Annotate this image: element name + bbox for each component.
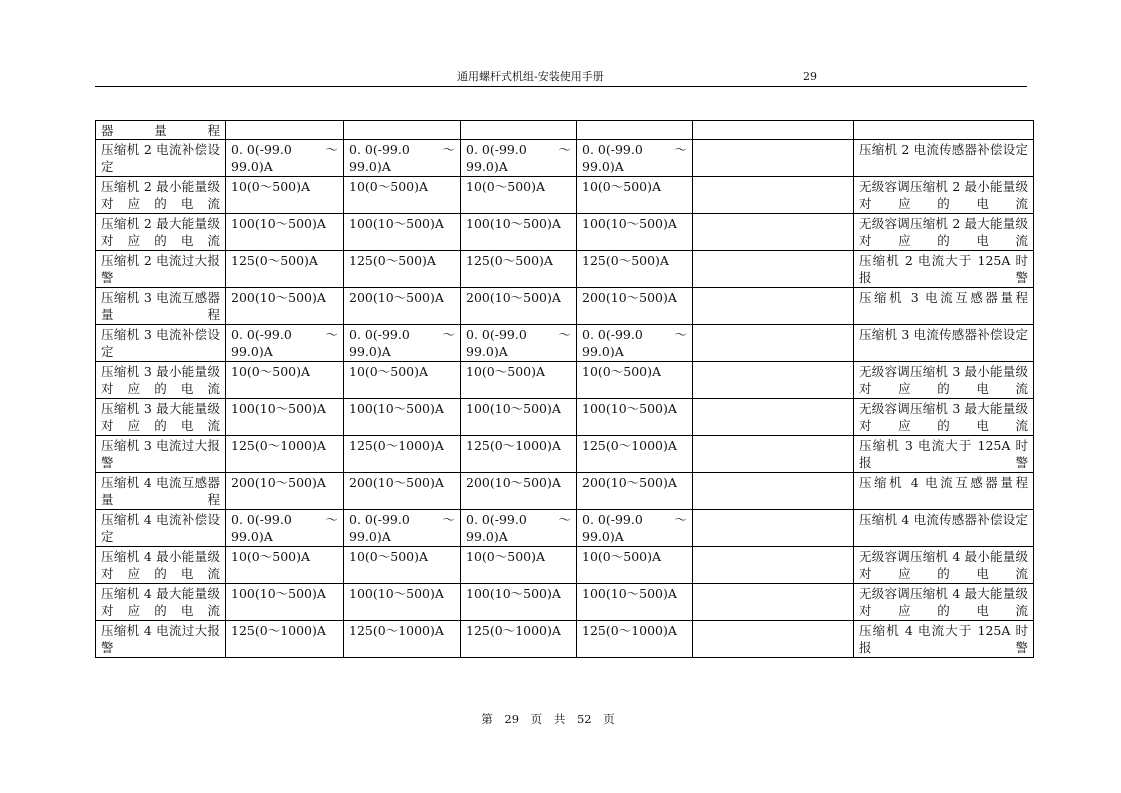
page-footer xyxy=(0,711,1096,727)
value-cell: 10(0～500)A xyxy=(461,177,577,214)
parameter-name-cell: 压缩机 4 最小能量级对应的电流 xyxy=(96,547,226,584)
range-line-1 xyxy=(231,326,338,343)
range-tilde: ～ xyxy=(558,512,571,527)
range-line-1 xyxy=(231,141,338,158)
parameter-name-cell: 压缩机 3 电流补偿设定 xyxy=(96,325,226,362)
range-line-2: 99.0)A xyxy=(466,529,508,544)
range-tilde: ～ xyxy=(442,512,455,527)
empty-cell xyxy=(693,362,854,399)
value-cell: 200(10～500)A xyxy=(344,473,461,510)
range-line-2: 99.0)A xyxy=(466,344,508,359)
remark-cell: 无级容调压缩机 2 最大能量级对应的电流 xyxy=(854,214,1034,251)
range-default: 0. 0(-99.0 xyxy=(349,512,410,527)
empty-cell xyxy=(693,547,854,584)
remark-cell: 无级容调压缩机 2 最小能量级对应的电流 xyxy=(854,177,1034,214)
value-cell: 125(0～500)A xyxy=(226,251,344,288)
value-cell: 200(10～500)A xyxy=(344,288,461,325)
value-cell xyxy=(226,510,344,547)
value-cell: 125(0～1000)A xyxy=(461,436,577,473)
range-line-1 xyxy=(466,511,571,528)
range-line-2: 99.0)A xyxy=(349,529,391,544)
remark-cell: 压缩机 2 电流大于 125A 时报警 xyxy=(854,251,1034,288)
value-cell: 100(10～500)A xyxy=(226,399,344,436)
range-default: 0. 0(-99.0 xyxy=(349,327,410,342)
value-cell: 125(0～1000)A xyxy=(344,436,461,473)
value-cell: 125(0～1000)A xyxy=(226,621,344,658)
table-row xyxy=(96,399,1034,436)
remark-cell: 压缩机 4 电流大于 125A 时报警 xyxy=(854,621,1034,658)
parameter-name-cell: 压缩机 3 电流互感器量程 xyxy=(96,288,226,325)
range-default: 0. 0(-99.0 xyxy=(349,142,410,157)
empty-cell xyxy=(693,510,854,547)
footer-prefix: 第 xyxy=(481,712,493,726)
table-row xyxy=(96,121,1034,140)
empty-cell xyxy=(693,214,854,251)
parameter-name-cell: 压缩机 2 最大能量级对应的电流 xyxy=(96,214,226,251)
range-default: 0. 0(-99.0 xyxy=(466,142,527,157)
parameter-name-cell: 压缩机 4 最大能量级对应的电流 xyxy=(96,584,226,621)
value-cell: 100(10～500)A xyxy=(577,584,693,621)
value-cell: 125(0～1000)A xyxy=(577,621,693,658)
range-default: 0. 0(-99.0 xyxy=(582,142,643,157)
range-line-2: 99.0)A xyxy=(582,159,624,174)
range-line-1 xyxy=(582,511,687,528)
value-cell: 100(10～500)A xyxy=(226,584,344,621)
value-cell: 100(10～500)A xyxy=(577,399,693,436)
value-cell: 200(10～500)A xyxy=(461,288,577,325)
parameter-table-body xyxy=(96,121,1034,658)
remark-cell: 压缩机 3 电流传感器补偿设定 xyxy=(854,325,1034,362)
remark-cell: 压缩机 3 电流互感器量程 xyxy=(854,288,1034,325)
value-cell: 125(0～1000)A xyxy=(344,621,461,658)
footer-total-pages: 52 xyxy=(576,712,592,726)
value-cell: 10(0～500)A xyxy=(226,547,344,584)
value-cell xyxy=(577,121,693,140)
value-cell: 100(10～500)A xyxy=(461,399,577,436)
table-row xyxy=(96,177,1034,214)
value-cell xyxy=(226,121,344,140)
range-default: 0. 0(-99.0 xyxy=(466,512,527,527)
range-line-2: 99.0)A xyxy=(349,344,391,359)
value-cell: 125(0～1000)A xyxy=(226,436,344,473)
range-default: 0. 0(-99.0 xyxy=(582,512,643,527)
range-tilde: ～ xyxy=(442,142,455,157)
range-line-1 xyxy=(349,141,455,158)
header-title: 通用螺杆式机组-安装使用手册 xyxy=(457,70,604,83)
value-cell: 200(10～500)A xyxy=(226,288,344,325)
range-line-2: 99.0)A xyxy=(582,344,624,359)
value-cell: 125(0～1000)A xyxy=(577,436,693,473)
value-cell: 10(0～500)A xyxy=(344,177,461,214)
parameter-name-cell: 压缩机 4 电流互感器量程 xyxy=(96,473,226,510)
value-cell: 10(0～500)A xyxy=(226,362,344,399)
value-cell: 10(0～500)A xyxy=(577,547,693,584)
range-line-1 xyxy=(466,141,571,158)
footer-page-label: 页 xyxy=(530,712,543,726)
empty-cell xyxy=(693,473,854,510)
value-cell xyxy=(461,140,577,177)
parameter-name-cell: 压缩机 3 电流过大报警 xyxy=(96,436,226,473)
empty-cell xyxy=(693,288,854,325)
range-line-2: 99.0)A xyxy=(231,529,273,544)
range-default: 0. 0(-99.0 xyxy=(231,142,292,157)
value-cell: 100(10～500)A xyxy=(577,214,693,251)
empty-cell xyxy=(693,177,854,214)
parameter-table xyxy=(95,120,1034,658)
page-header xyxy=(95,68,1027,87)
value-cell: 10(0～500)A xyxy=(577,362,693,399)
remark-cell: 压缩机 4 电流传感器补偿设定 xyxy=(854,510,1034,547)
value-cell: 10(0～500)A xyxy=(461,547,577,584)
table-row xyxy=(96,251,1034,288)
table-row xyxy=(96,510,1034,547)
range-line-1 xyxy=(582,326,687,343)
remark-cell: 无级容调压缩机 3 最小能量级对应的电流 xyxy=(854,362,1034,399)
table-row xyxy=(96,362,1034,399)
range-line-2: 99.0)A xyxy=(349,159,391,174)
footer-total-label: 共 xyxy=(553,712,566,726)
parameter-name-cell: 压缩机 2 电流补偿设定 xyxy=(96,140,226,177)
value-cell: 100(10～500)A xyxy=(344,584,461,621)
range-line-1 xyxy=(349,326,455,343)
range-tilde: ～ xyxy=(558,142,571,157)
value-cell xyxy=(577,140,693,177)
table-row xyxy=(96,288,1034,325)
empty-cell xyxy=(693,621,854,658)
empty-cell xyxy=(693,584,854,621)
table-row xyxy=(96,214,1034,251)
empty-cell xyxy=(693,436,854,473)
range-line-2: 99.0)A xyxy=(466,159,508,174)
table-row xyxy=(96,325,1034,362)
value-cell xyxy=(344,325,461,362)
range-line-2: 99.0)A xyxy=(231,344,273,359)
empty-cell xyxy=(693,399,854,436)
value-cell: 200(10～500)A xyxy=(461,473,577,510)
table-row xyxy=(96,547,1034,584)
table-row xyxy=(96,473,1034,510)
parameter-name-cell: 压缩机 2 电流过大报警 xyxy=(96,251,226,288)
parameter-name-cell: 压缩机 4 电流过大报警 xyxy=(96,621,226,658)
value-cell: 10(0～500)A xyxy=(226,177,344,214)
value-cell xyxy=(226,325,344,362)
range-tilde: ～ xyxy=(325,512,338,527)
range-default: 0. 0(-99.0 xyxy=(231,327,292,342)
value-cell: 125(0～500)A xyxy=(461,251,577,288)
range-tilde: ～ xyxy=(442,327,455,342)
range-line-1 xyxy=(349,511,455,528)
range-default: 0. 0(-99.0 xyxy=(231,512,292,527)
parameter-name-cell: 压缩机 3 最小能量级对应的电流 xyxy=(96,362,226,399)
parameter-name-cell: 压缩机 3 最大能量级对应的电流 xyxy=(96,399,226,436)
range-tilde: ～ xyxy=(674,327,687,342)
parameter-name-cell: 压缩机 4 电流补偿设定 xyxy=(96,510,226,547)
value-cell: 125(0～500)A xyxy=(344,251,461,288)
table-row xyxy=(96,584,1034,621)
value-cell: 200(10～500)A xyxy=(577,288,693,325)
value-cell xyxy=(577,510,693,547)
value-cell: 100(10～500)A xyxy=(344,214,461,251)
parameter-name-cell: 压缩机 2 最小能量级对应的电流 xyxy=(96,177,226,214)
value-cell: 10(0～500)A xyxy=(344,362,461,399)
range-tilde: ～ xyxy=(558,327,571,342)
value-cell: 100(10～500)A xyxy=(461,214,577,251)
value-cell xyxy=(344,510,461,547)
empty-cell xyxy=(693,121,854,140)
remark-cell xyxy=(854,121,1034,140)
value-cell xyxy=(461,325,577,362)
table-row xyxy=(96,140,1034,177)
remark-cell: 压缩机 2 电流传感器补偿设定 xyxy=(854,140,1034,177)
range-tilde: ～ xyxy=(325,327,338,342)
empty-cell xyxy=(693,251,854,288)
value-cell: 125(0～500)A xyxy=(577,251,693,288)
remark-cell: 无级容调压缩机 4 最小能量级对应的电流 xyxy=(854,547,1034,584)
value-cell xyxy=(226,140,344,177)
footer-suffix: 页 xyxy=(603,712,615,726)
value-cell: 100(10～500)A xyxy=(226,214,344,251)
range-tilde: ～ xyxy=(674,512,687,527)
value-cell: 10(0～500)A xyxy=(461,362,577,399)
value-cell: 100(10～500)A xyxy=(461,584,577,621)
value-cell: 125(0～1000)A xyxy=(461,621,577,658)
remark-cell: 无级容调压缩机 4 最大能量级对应的电流 xyxy=(854,584,1034,621)
table-row xyxy=(96,621,1034,658)
value-cell xyxy=(461,510,577,547)
range-default: 0. 0(-99.0 xyxy=(582,327,643,342)
value-cell xyxy=(461,121,577,140)
value-cell: 100(10～500)A xyxy=(344,399,461,436)
value-cell: 200(10～500)A xyxy=(577,473,693,510)
range-line-2: 99.0)A xyxy=(582,529,624,544)
range-line-2: 99.0)A xyxy=(231,159,273,174)
remark-cell: 压缩机 3 电流大于 125A 时报警 xyxy=(854,436,1034,473)
range-tilde: ～ xyxy=(674,142,687,157)
footer-current-page: 29 xyxy=(504,712,520,726)
range-line-1 xyxy=(466,326,571,343)
value-cell: 10(0～500)A xyxy=(577,177,693,214)
range-default: 0. 0(-99.0 xyxy=(466,327,527,342)
value-cell: 10(0～500)A xyxy=(344,547,461,584)
parameter-name-cell: 器量程 xyxy=(96,121,226,140)
value-cell: 200(10～500)A xyxy=(226,473,344,510)
empty-cell xyxy=(693,140,854,177)
remark-cell: 无级容调压缩机 3 最大能量级对应的电流 xyxy=(854,399,1034,436)
table-row xyxy=(96,436,1034,473)
value-cell xyxy=(344,140,461,177)
remark-cell: 压缩机 4 电流互感器量程 xyxy=(854,473,1034,510)
range-line-1 xyxy=(231,511,338,528)
value-cell xyxy=(344,121,461,140)
empty-cell xyxy=(693,325,854,362)
range-tilde: ～ xyxy=(325,142,338,157)
header-page-number: 29 xyxy=(803,70,817,83)
value-cell xyxy=(577,325,693,362)
range-line-1 xyxy=(582,141,687,158)
